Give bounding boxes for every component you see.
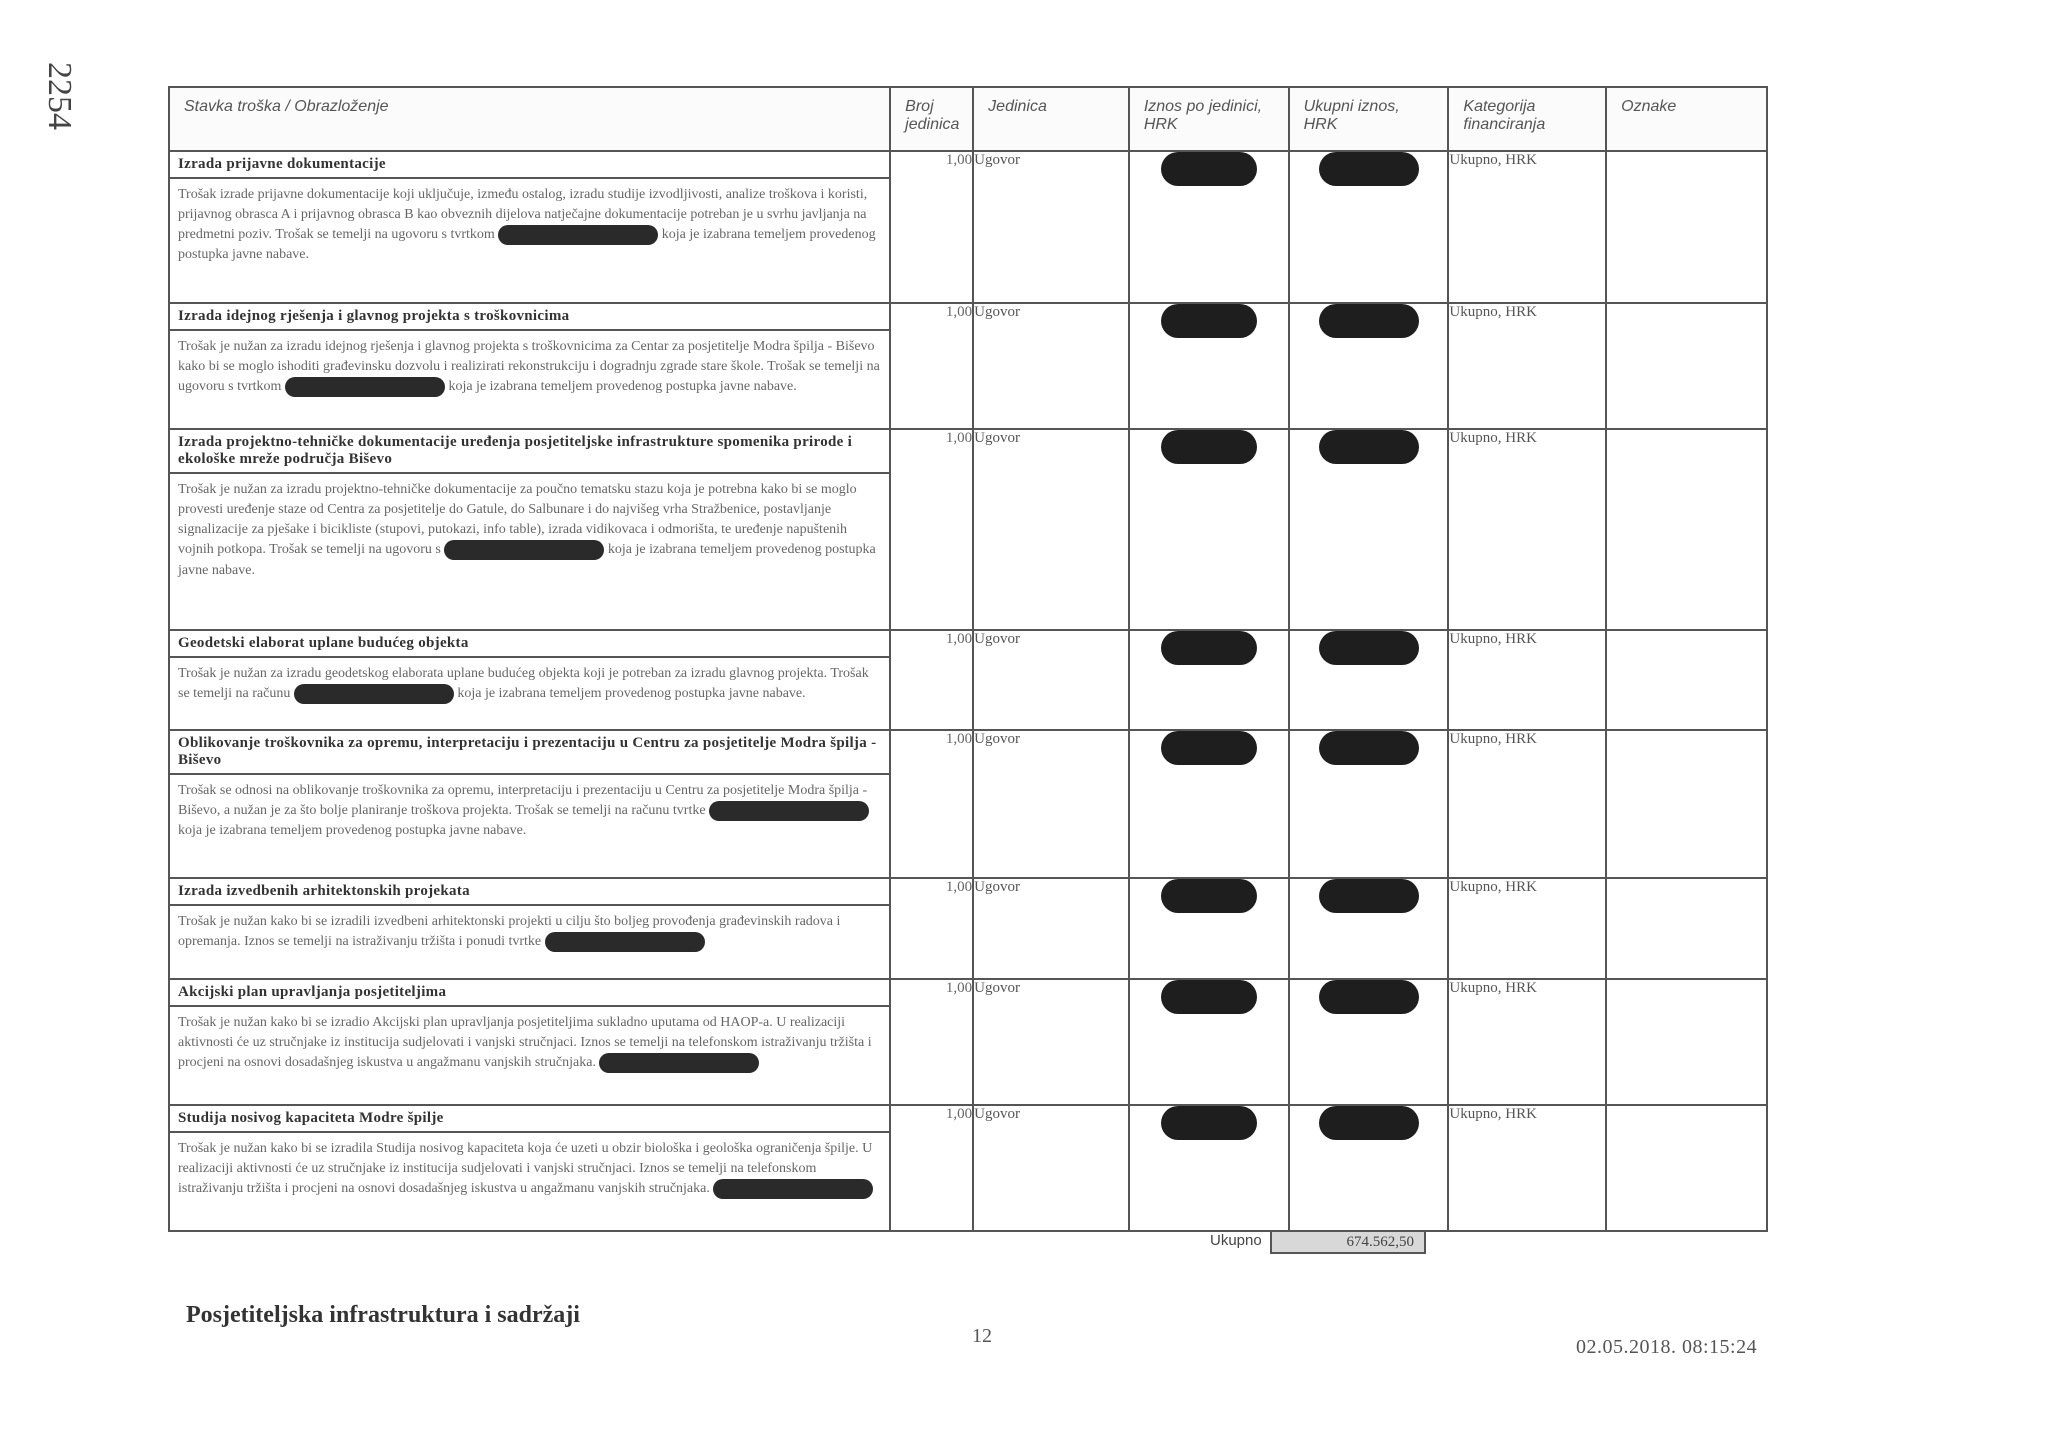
footer-section-title: Posjetiteljska infrastruktura i sadržaji [186,1302,580,1328]
cost-item-description [170,658,889,706]
redacted-amount [1319,152,1419,186]
redacted-amount [1319,980,1419,1014]
redacted-company-name [444,540,604,560]
cost-item-title: Akcijski plan upravljanja posjetiteljima [170,980,889,1007]
cost-item-cell [169,630,890,730]
kategorija-cell: Ukupno, HRK [1448,630,1606,730]
iznos-po-jedinici-cell [1129,1105,1289,1231]
cost-item-text: Trošak je nužan za izradu geodetskog elaborata uplane budućeg objekta koji je potreban za izradu glavnog projekta. Trošak se temelji na računu [178,665,869,701]
oznake-cell [1606,730,1767,878]
broj-jedinica-cell: 1,00 [890,151,973,303]
ukupni-iznos-cell [1289,630,1449,730]
cost-item-text-after: koja je izabrana temeljem provedenog postupka javne nabave. [178,823,527,839]
cost-item-cell [169,878,890,978]
total-label: Ukupno [1210,1232,1262,1249]
table-body [169,151,1767,1231]
broj-jedinica-cell: 1,00 [890,730,973,878]
redacted-amount [1161,430,1257,464]
cost-item-title: Izrada idejnog rješenja i glavnog projekta s troškovnicima [170,304,889,331]
table-row [169,429,1767,629]
redacted-amount [1161,152,1257,186]
kategorija-cell: Ukupno, HRK [1448,303,1606,429]
cost-item-cell [169,730,890,878]
redacted-amount [1161,879,1257,913]
cost-table [168,86,1768,1232]
jedinica-cell: Ugovor [973,630,1129,730]
redacted-company-name [713,1179,873,1199]
ukupni-iznos-cell [1289,1105,1449,1231]
header-jedinica: Jedinica [973,87,1129,151]
redacted-company-name [285,377,445,397]
kategorija-cell: Ukupno, HRK [1448,878,1606,978]
kategorija-cell: Ukupno, HRK [1448,151,1606,303]
cost-item-text: Trošak je nužan kako bi se izradili izvedbeni arhitektonski projekti u cilju što boljeg provođenja građevinskih radova i opremanja. Iznos se temelji na istraživanju tržišta i ponudi tvrtke [178,914,841,950]
oznake-cell [1606,429,1767,629]
oznake-cell [1606,303,1767,429]
redacted-amount [1319,731,1419,765]
table-row [169,979,1767,1105]
jedinica-cell: Ugovor [973,878,1129,978]
redacted-amount [1161,731,1257,765]
redacted-amount [1319,430,1419,464]
iznos-po-jedinici-cell [1129,429,1289,629]
cost-item-title: Izrada prijavne dokumentacije [170,152,889,179]
ukupni-iznos-cell [1289,730,1449,878]
table-row [169,630,1767,730]
cost-item-title: Oblikovanje troškovnika za opremu, interpretaciju i prezentaciju u Centru za posjetitelje Modra špilja - Biševo [170,731,889,775]
cost-item-text-after: koja je izabrana temeljem provedenog postupka javne nabave. [178,227,876,263]
broj-jedinica-cell: 1,00 [890,630,973,730]
redacted-amount [1319,304,1419,338]
ukupni-iznos-cell [1289,429,1449,629]
kategorija-cell: Ukupno, HRK [1448,730,1606,878]
cost-table-container [168,86,1768,1232]
cost-item-description [170,1133,889,1201]
ukupni-iznos-cell [1289,878,1449,978]
jedinica-cell: Ugovor [973,151,1129,303]
redacted-company-name [498,225,658,245]
kategorija-cell: Ukupno, HRK [1448,1105,1606,1231]
cost-item-cell [169,429,890,629]
cost-item-cell [169,303,890,429]
jedinica-cell: Ugovor [973,979,1129,1105]
oznake-cell [1606,1105,1767,1231]
redacted-company-name [545,932,705,952]
cost-item-text-after: koja je izabrana temeljem provedenog postupka javne nabave. [178,542,876,578]
cost-item-title: Studija nosivog kapaciteta Modre špilje [170,1106,889,1133]
archive-stamp-number: 2254 [41,62,78,130]
cost-item-description [170,331,889,399]
jedinica-cell: Ugovor [973,1105,1129,1231]
cost-item-cell [169,151,890,303]
iznos-po-jedinici-cell [1129,151,1289,303]
total-value: 674.562,50 [1270,1230,1426,1254]
table-row [169,878,1767,978]
header-ukupni: Ukupni iznos, HRK [1289,87,1449,151]
table-row [169,303,1767,429]
broj-jedinica-cell: 1,00 [890,303,973,429]
cost-item-text: Trošak se odnosi na oblikovanje troškovnika za opremu, interpretaciju i prezentaciju u Centru za posjetitelje Modra špilja - Biševo, a nužan je za što bolje planiranje troškova projekta. Trošak se temelji na računu tvrtke [178,782,868,819]
header-broj: Broj jedinica [890,87,973,151]
kategorija-cell: Ukupno, HRK [1448,979,1606,1105]
cost-item-description [170,1007,889,1075]
redacted-amount [1161,631,1257,665]
cost-item-title: Izrada projektno-tehničke dokumentacije uređenja posjetiteljske infrastrukture spomenika prirode i ekološke mreže područja Biševo [170,430,889,474]
ukupni-iznos-cell [1289,303,1449,429]
table-row [169,1105,1767,1231]
cost-item-text: Trošak je nužan za izradu idejnog rješenja i glavnog projekta s troškovnicima za Centar za posjetitelje Modra špilja - Biševo kako bi se moglo ishoditi građevinsku dozvolu i realizirati rekonstrukciju i dogradnju zgrade stare škole. Trošak se temelji na ugovoru s tvrtkom [178,339,880,395]
redacted-amount [1161,1106,1257,1140]
oznake-cell [1606,979,1767,1105]
table-header-row [169,87,1767,151]
header-oznake: Oznake [1606,87,1767,151]
cost-item-text-after: koja je izabrana temeljem provedenog postupka javne nabave. [457,685,806,701]
broj-jedinica-cell: 1,00 [890,878,973,978]
header-iznos: Iznos po jedinici, HRK [1129,87,1289,151]
cost-item-text: Trošak je nužan kako bi se izradio Akcijski plan upravljanja posjetiteljima sukladno uputama od HAOP-a. U realizaciji aktivnosti će uz stručnjake iz institucija sudjelovati i vanjski stručnjaci. Iznos se temelji na telefonskom istraživanju tržišta i procjeni na osnovi dosadašnjeg iskustva u angažmanu vanjskih stručnjaka. [178,1014,872,1070]
cost-item-cell [169,1105,890,1231]
table-row [169,730,1767,878]
header-desc: Stavka troška / Obrazloženje [169,87,890,151]
redacted-company-name [294,684,454,704]
redacted-amount [1161,304,1257,338]
oznake-cell [1606,151,1767,303]
oznake-cell [1606,878,1767,978]
cost-item-cell [169,979,890,1105]
iznos-po-jedinici-cell [1129,730,1289,878]
cost-item-description [170,906,889,954]
oznake-cell [1606,630,1767,730]
cost-item-text: Trošak je nužan kako bi se izradila Studija nosivog kapaciteta koja će uzeti u obzir biološka i geološka ograničenja špilje. U realizaciji aktivnosti će uz stručnjake iz institucija sudjelovati i vanjski stručnjaci. Iznos se temelji na telefonskom istraživanju tržišta i procjeni na osnovi dosadašnjeg iskustva u angažmanu vanjskih stručnjaka. [178,1140,873,1196]
header-kategorija: Kategorija financiranja [1448,87,1606,151]
redacted-amount [1319,879,1419,913]
cost-item-description [170,179,889,267]
broj-jedinica-cell: 1,00 [890,429,973,629]
cost-item-text: Trošak izrade prijavne dokumentacije koji uključuje, između ostalog, izradu studije izvodljivosti, analize troškova i koristi, prijavnog obrasca A i prijavnog obrasca B kao obveznih dijelova natječajne dokumentacije potreban je u svrhu javljanja na predmetni poziv. Trošak se temelji na ugovoru s tvrtkom [178,187,868,243]
redacted-amount [1319,631,1419,665]
iznos-po-jedinici-cell [1129,303,1289,429]
footer-datetime: 02.05.2018. 08:15:24 [1576,1336,1758,1358]
jedinica-cell: Ugovor [973,429,1129,629]
kategorija-cell: Ukupno, HRK [1448,429,1606,629]
jedinica-cell: Ugovor [973,730,1129,878]
cost-item-title: Geodetski elaborat uplane budućeg objekta [170,631,889,658]
table-row [169,151,1767,303]
broj-jedinica-cell: 1,00 [890,1105,973,1231]
redacted-company-name [599,1053,759,1073]
footer-page-number: 12 [972,1325,992,1347]
iznos-po-jedinici-cell [1129,878,1289,978]
redacted-amount [1161,980,1257,1014]
broj-jedinica-cell: 1,00 [890,979,973,1105]
redacted-amount [1319,1106,1419,1140]
iznos-po-jedinici-cell [1129,979,1289,1105]
cost-item-title: Izrada izvedbenih arhitektonskih projekata [170,879,889,906]
cost-item-text: Trošak je nužan za izradu projektno-tehničke dokumentacije za poučno tematsku stazu koja je potrebna kako bi se moglo provesti uređenje staze od Centra za posjetitelje do Gatule, do Salbunare i do najvišeg vrha Stražbenice, postavljanje signalizacije za pješake i bicikliste (stupovi, putokazi, info table), izrada vidikovaca i odmorišta, te uređenje napuštenih vojnih potkopa. Trošak se temelji na ugovoru s [178,482,857,558]
ukupni-iznos-cell [1289,151,1449,303]
iznos-po-jedinici-cell [1129,630,1289,730]
cost-item-description [170,775,889,843]
jedinica-cell: Ugovor [973,303,1129,429]
redacted-company-name [709,801,869,821]
cost-item-description [170,474,889,582]
cost-item-text-after: koja je izabrana temeljem provedenog postupka javne nabave. [448,379,797,395]
ukupni-iznos-cell [1289,979,1449,1105]
